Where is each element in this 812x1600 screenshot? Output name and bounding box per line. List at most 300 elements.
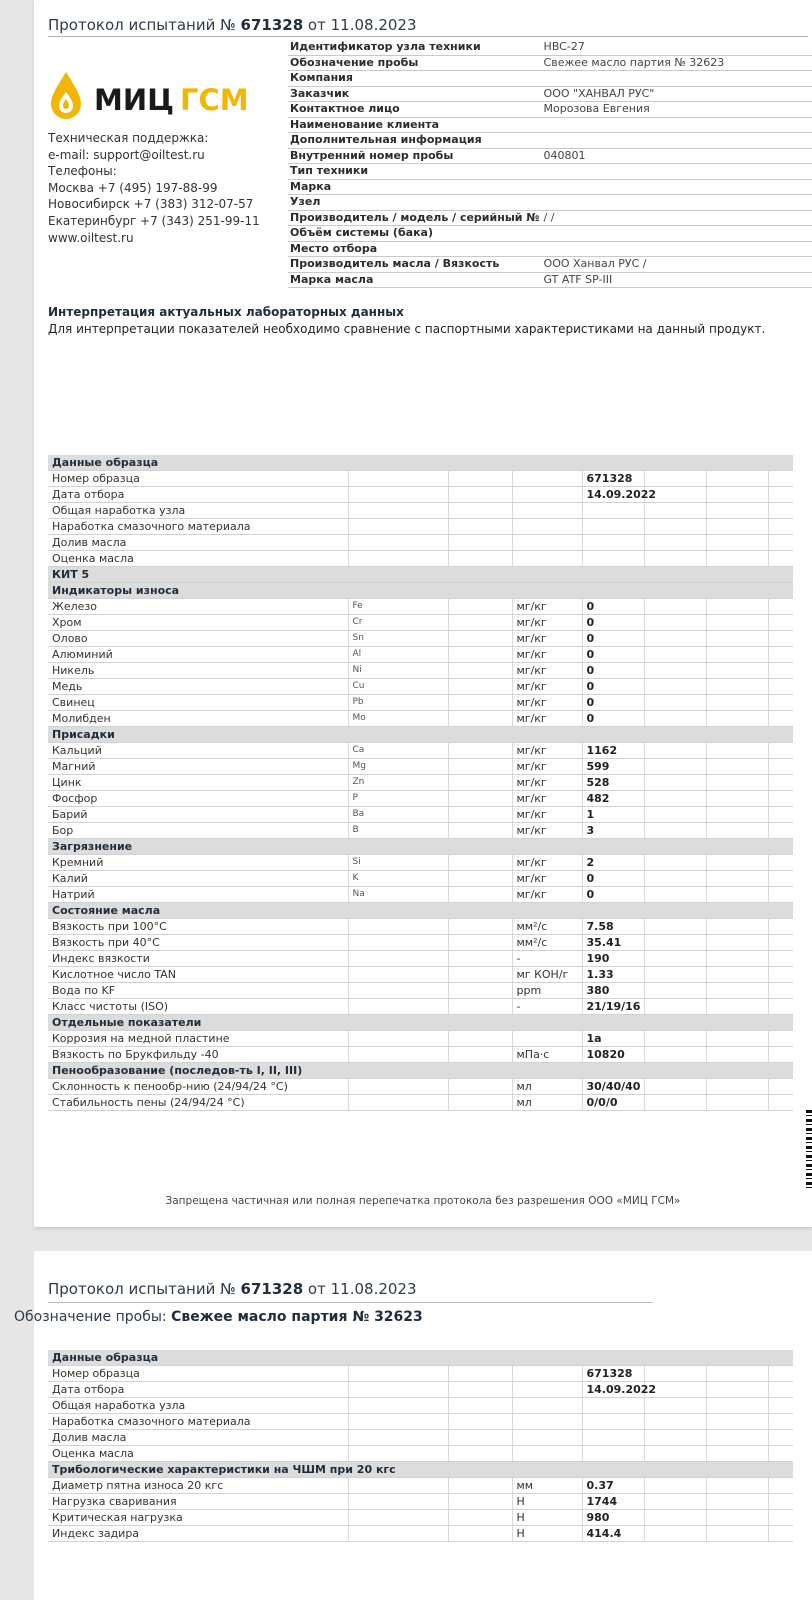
blank-cell [448,935,512,951]
blank-cell [768,1526,793,1542]
element-symbol [348,519,448,535]
result-value: 482 [582,791,644,807]
unit: мг/кг [512,695,582,711]
param-name: Долив масла [48,1430,348,1446]
unit: ppm [512,983,582,999]
blank-cell [768,919,793,935]
blank-cell [448,647,512,663]
blank-cell [448,1382,512,1398]
blank-cell [644,615,706,631]
blank-cell [448,855,512,871]
blank-cell [448,1430,512,1446]
unit: Н [512,1510,582,1526]
result-value: 0 [582,695,644,711]
param-name: Диаметр пятна износа 20 кгс [48,1478,348,1494]
protocol-date-prefix-2: от [307,1280,326,1298]
param-name: Цинк [48,775,348,791]
blank-cell [448,919,512,935]
element-symbol [348,1478,448,1494]
blank-cell [448,679,512,695]
info-row [288,71,812,87]
info-label: Заказчик [288,86,542,102]
result-value: 7.58 [582,919,644,935]
param-name: Долив масла [48,535,348,551]
protocol-date-prefix: от [307,16,326,34]
blank-cell [644,519,706,535]
element-symbol [348,1414,448,1430]
blank-cell [644,775,706,791]
unit: мг/кг [512,887,582,903]
unit: мг/кг [512,679,582,695]
element-symbol [348,1382,448,1398]
blank-cell [706,1366,768,1382]
info-row [288,102,812,118]
table-row [48,535,793,551]
result-value: 1744 [582,1494,644,1510]
param-name: Калий [48,871,348,887]
table-row [48,1526,793,1542]
element-symbol [348,967,448,983]
support-line: Екатеринбург +7 (343) 251-99-11 [48,213,260,228]
blank-cell [448,951,512,967]
param-name: Оценка масла [48,1446,348,1462]
param-name: Молибден [48,711,348,727]
unit: мг/кг [512,791,582,807]
blank-cell [706,1414,768,1430]
result-value: 0 [582,599,644,615]
table-row [48,519,793,535]
blank-cell [706,855,768,871]
element-symbol [348,1398,448,1414]
section-header-row [48,455,793,471]
result-value: 1a [582,1031,644,1047]
element-symbol [348,551,448,567]
oil-drop-icon [48,68,268,124]
info-value [542,226,812,242]
param-name: Алюминий [48,647,348,663]
info-value: Свежее масло партия № 32623 [542,55,812,71]
param-name: Наработка смазочного материала [48,1414,348,1430]
unit: мг/кг [512,631,582,647]
result-value: 14.09.2022 [582,1382,644,1398]
blank-cell [448,487,512,503]
table-row [48,1382,793,1398]
blank-cell [644,1494,706,1510]
table-row [48,711,793,727]
blank-cell [644,1510,706,1526]
blank-cell [448,711,512,727]
element-symbol [348,1031,448,1047]
table-row [48,503,793,519]
result-value: 0 [582,663,644,679]
table-row [48,951,793,967]
table-row [48,1047,793,1063]
table-row [48,919,793,935]
element-symbol: Sn [348,631,448,647]
element-symbol: Ni [348,663,448,679]
table-row [48,1414,793,1430]
blank-cell [706,599,768,615]
info-row [288,40,812,55]
blank-cell [644,1031,706,1047]
table-row [48,1366,793,1382]
element-symbol [348,1526,448,1542]
blank-cell [706,1478,768,1494]
info-value: HBC-27 [542,40,812,55]
info-row [288,164,812,180]
blank-cell [644,1414,706,1430]
unit: мг/кг [512,743,582,759]
blank-cell [768,519,793,535]
info-row [288,272,812,288]
unit: мг/кг [512,615,582,631]
element-symbol: Cu [348,679,448,695]
param-name: Хром [48,615,348,631]
info-label: Место отбора [288,241,542,257]
unit: мг/кг [512,775,582,791]
blank-cell [448,535,512,551]
blank-cell [644,935,706,951]
svg-text:ГСМ: ГСМ [180,83,249,117]
blank-cell [706,743,768,759]
blank-cell [644,647,706,663]
param-name: Кислотное число TAN [48,967,348,983]
report-page-1 [34,0,812,1227]
blank-cell [448,807,512,823]
unit: мм [512,1478,582,1494]
section-title: Данные образца [48,455,793,471]
blank-cell [706,1095,768,1111]
info-label: Марка масла [288,272,542,288]
blank-cell [448,503,512,519]
info-row [288,55,812,71]
info-row [288,179,812,195]
unit: мг/кг [512,711,582,727]
element-symbol [348,951,448,967]
info-value [542,241,812,257]
result-value: 10820 [582,1047,644,1063]
element-symbol [348,983,448,999]
blank-cell [706,1031,768,1047]
blank-cell [706,791,768,807]
result-value: 190 [582,951,644,967]
info-label: Марка [288,179,542,195]
table-row [48,1031,793,1047]
result-value: 3 [582,823,644,839]
blank-cell [644,551,706,567]
result-value [582,503,644,519]
element-symbol: B [348,823,448,839]
blank-cell [644,759,706,775]
blank-cell [448,695,512,711]
info-value: Морозова Евгения [542,102,812,118]
blank-cell [706,647,768,663]
unit [512,1398,582,1414]
blank-cell [768,935,793,951]
info-value: ООО Ханвал РУС / [542,257,812,273]
interpretation-text: Для интерпретации показателей необходимо сравнение с паспортными характеристиками на данный продукт. [48,322,766,336]
info-row [288,241,812,257]
param-name: Магний [48,759,348,775]
blank-cell [768,791,793,807]
section-title: Состояние масла [48,903,793,919]
blank-cell [768,1047,793,1063]
blank-cell [706,919,768,935]
section-header-row [48,839,793,855]
blank-cell [448,791,512,807]
info-value [542,195,812,211]
result-value: 0 [582,647,644,663]
result-value: 14.09.2022 [582,487,644,503]
blank-cell [706,1079,768,1095]
blank-cell [448,1031,512,1047]
info-row [288,257,812,273]
blank-cell [448,615,512,631]
element-symbol [348,471,448,487]
blank-cell [768,1398,793,1414]
blank-cell [706,1510,768,1526]
param-name: Вода по KF [48,983,348,999]
result-value: 414.4 [582,1526,644,1542]
section-header-row [48,727,793,743]
section-header-row [48,583,793,599]
table-row [48,695,793,711]
blank-cell [768,775,793,791]
blank-cell [448,1398,512,1414]
info-value [542,117,812,133]
blank-cell [768,871,793,887]
unit [512,471,582,487]
result-value: 0 [582,679,644,695]
blank-cell [644,999,706,1015]
blank-cell [706,887,768,903]
unit: мм²/с [512,935,582,951]
section-title: КИТ 5 [48,567,793,583]
blank-cell [706,1526,768,1542]
title-divider [48,36,808,37]
blank-cell [644,1446,706,1462]
result-value [582,519,644,535]
element-symbol: Ca [348,743,448,759]
blank-cell [768,1414,793,1430]
title-divider-2 [48,1302,653,1303]
protocol-title-2 [48,1280,417,1298]
unit: мг/кг [512,663,582,679]
blank-cell [706,471,768,487]
blank-cell [644,631,706,647]
section-title: Отдельные показатели [48,1015,793,1031]
blank-cell [644,535,706,551]
blank-cell [768,679,793,695]
table-row [48,679,793,695]
blank-cell [448,759,512,775]
table-row [48,1494,793,1510]
table-row [48,887,793,903]
param-name: Олово [48,631,348,647]
result-value: 35.41 [582,935,644,951]
table-row [48,823,793,839]
info-row [288,148,812,164]
info-label: Наименование клиента [288,117,542,133]
support-line: e-mail: support@oiltest.ru [48,147,205,162]
param-name: Критическая нагрузка [48,1510,348,1526]
blank-cell [644,807,706,823]
param-name: Общая наработка узла [48,503,348,519]
result-value [582,1446,644,1462]
blank-cell [448,1510,512,1526]
unit [512,1430,582,1446]
support-line: www.oiltest.ru [48,230,134,245]
results-table [48,455,793,1111]
blank-cell [644,1047,706,1063]
blank-cell [706,1494,768,1510]
param-name: Коррозия на медной пластине [48,1031,348,1047]
blank-cell [644,823,706,839]
unit: мг КОН/г [512,967,582,983]
info-label: Тип техники [288,164,542,180]
blank-cell [706,663,768,679]
blank-cell [768,1510,793,1526]
result-value: 2 [582,855,644,871]
blank-cell [768,743,793,759]
info-label: Производитель / модель / серийный № [290,210,540,224]
blank-cell [768,951,793,967]
unit: мг/кг [512,599,582,615]
param-name: Номер образца [48,1366,348,1382]
blank-cell [448,471,512,487]
blank-cell [706,967,768,983]
element-symbol [348,487,448,503]
table-row [48,791,793,807]
element-symbol [348,935,448,951]
blank-cell [706,983,768,999]
unit: Н [512,1526,582,1542]
param-name: Фосфор [48,791,348,807]
blank-cell [644,711,706,727]
result-value [582,1430,644,1446]
blank-cell [644,791,706,807]
support-contacts [48,130,260,246]
blank-cell [448,999,512,1015]
blank-cell [768,999,793,1015]
result-value: 0 [582,871,644,887]
blank-cell [448,967,512,983]
blank-cell [644,679,706,695]
interpretation-heading: Интерпретация актуальных лабораторных данных [48,305,404,319]
blank-cell [706,1446,768,1462]
info-label: Контактное лицо [288,102,542,118]
result-value: 1.33 [582,967,644,983]
unit [512,1366,582,1382]
blank-cell [768,807,793,823]
blank-cell [706,487,768,503]
svg-text:МИЦ: МИЦ [94,83,175,117]
sample-designation-value: Свежее масло партия № 32623 [171,1309,423,1325]
result-value: 1 [582,807,644,823]
element-symbol [348,1047,448,1063]
table-row [48,1478,793,1494]
protocol-number-2: 671328 [240,1280,304,1298]
blank-cell [768,983,793,999]
table-row [48,647,793,663]
blank-cell [768,823,793,839]
info-row [288,86,812,102]
blank-cell [706,775,768,791]
blank-cell [768,1079,793,1095]
sample-designation [14,1309,423,1325]
table-row [48,967,793,983]
result-value: 599 [582,759,644,775]
param-name: Номер образца [48,471,348,487]
result-value: 671328 [582,1366,644,1382]
param-name: Класс чистоты (ISO) [48,999,348,1015]
table-row [48,999,793,1015]
info-value: 040801 [542,148,812,164]
info-value [542,179,812,195]
support-line: Техническая поддержка: [48,131,209,145]
result-value: 1162 [582,743,644,759]
unit: Н [512,1494,582,1510]
table-row [48,807,793,823]
unit [512,1414,582,1430]
blank-cell [644,1526,706,1542]
sample-info-table [288,40,812,288]
tribology-table [48,1350,793,1542]
param-name: Вязкость при 100°С [48,919,348,935]
table-row [48,775,793,791]
blank-cell [706,1047,768,1063]
result-value: 30/40/40 [582,1079,644,1095]
sample-designation-label: Обозначение пробы: [14,1309,167,1325]
info-label: Производитель масла / Вязкость [288,257,542,273]
blank-cell [706,519,768,535]
blank-cell [768,1095,793,1111]
result-value: 0 [582,631,644,647]
unit: мг/кг [512,647,582,663]
blank-cell [448,871,512,887]
blank-cell [448,983,512,999]
blank-cell [706,535,768,551]
table-row [48,1095,793,1111]
info-row [288,210,812,226]
section-title: Данные образца [48,1350,793,1366]
qr-code-icon [806,1110,812,1190]
info-label: Компания [288,71,542,87]
element-symbol: Fe [348,599,448,615]
info-row [288,195,812,211]
blank-cell [768,631,793,647]
blank-cell [448,1047,512,1063]
info-label: Объём системы (бака) [288,226,542,242]
support-line: Телефоны: [48,164,117,179]
unit [512,1446,582,1462]
unit: мг/кг [512,807,582,823]
blank-cell [768,759,793,775]
param-name: Оценка масла [48,551,348,567]
table-row [48,743,793,759]
element-symbol: Ba [348,807,448,823]
section-header-row [48,1015,793,1031]
blank-cell [448,1095,512,1111]
blank-cell [448,887,512,903]
unit [512,519,582,535]
section-header-row [48,567,793,583]
blank-cell [448,519,512,535]
section-header-row [48,1350,793,1366]
unit: мПа·с [512,1047,582,1063]
copyright-footer: Запрещена частичная или полная перепечатка протокола без разрешения ООО «МИЦ ГСМ» [165,1195,681,1207]
section-header-row [48,1462,793,1478]
